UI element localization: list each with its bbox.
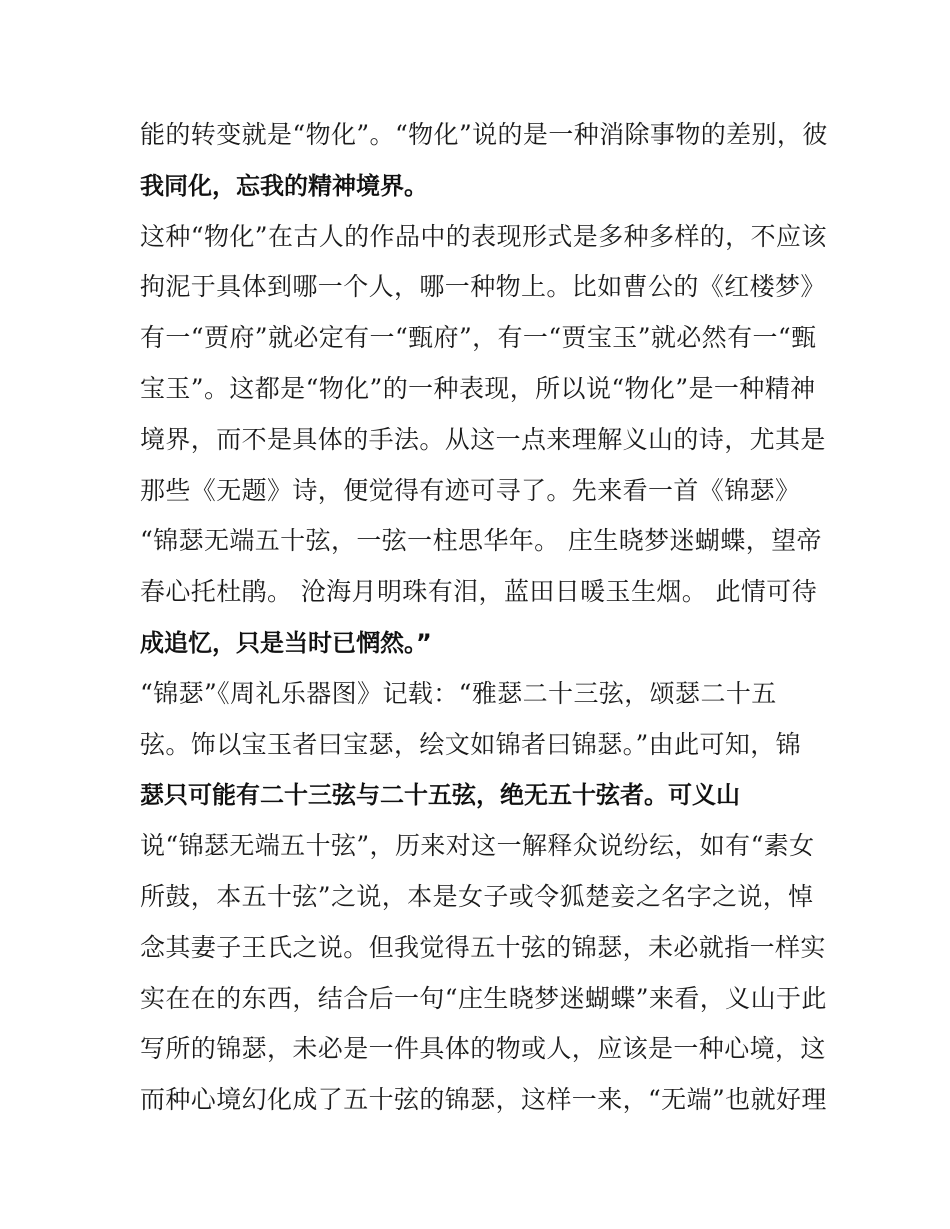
body-text <box>140 110 828 1126</box>
text-line: 实在在的东西，结合后一句“庄生晓梦迷蝴蝶”来看，义山于此 <box>140 983 827 1013</box>
text-line: 弦。饰以宝玉者曰宝瑟，绘文如锦者曰锦瑟。”由此可知，锦 <box>140 729 802 759</box>
text-line: 那些《无题》诗，便觉得有迹可寻了。先来看一首《锦瑟》 <box>140 475 801 505</box>
text-line: 这种“物化”在古人的作品中的表现形式是多种多样的，不应该 <box>140 221 827 251</box>
text-line: “锦瑟”《周礼乐器图》记载：“雅瑟二十三弦，颂瑟二十五 <box>140 678 777 708</box>
text-line: 宝玉”。这都是“物化”的一种表现，所以说“物化”是一种精神 <box>140 373 816 403</box>
text-line: 拘泥于具体到哪一个人，哪一种物上。比如曹公的《红楼梦》 <box>140 272 826 302</box>
text-line: 而种心境幻化成了五十弦的锦瑟，这样一来，“无端”也就好理 <box>140 1085 827 1115</box>
text-line: 写所的锦瑟，未必是一件具体的物或人，应该是一种心境，这 <box>140 1034 826 1064</box>
text-line: 说“锦瑟无端五十弦”，历来对这一解释众说纷纭，如有“素女 <box>140 831 815 861</box>
text-line-bold: 我同化，忘我的精神境界。 <box>140 171 428 200</box>
text-line: 能的转变就是“物化”。“物化”说的是一种消除事物的差别，彼 <box>140 120 828 149</box>
text-line: 念其妻子王氏之说。但我觉得五十弦的锦瑟，未必就指一样实 <box>140 932 826 962</box>
text-line: 有一“贾府”就必定有一“甄府”，有一“贾宝玉”就必然有一“甄 <box>140 323 817 353</box>
text-line: 境界，而不是具体的手法。从这一点来理解义山的诗，尤其是 <box>140 424 826 454</box>
text-line: 所鼓，本五十弦”之说，本是女子或令狐楚妾之名字之说，悼 <box>140 881 814 911</box>
text-line: 春心托杜鹃。 沧海月明珠有泪，蓝田日暖玉生烟。 此情可待 <box>140 577 818 607</box>
text-line: “锦瑟无端五十弦，一弦一柱思华年。 庄生晓梦迷蝴蝶，望帝 <box>140 526 822 556</box>
text-line-bold: 瑟只可能有二十三弦与二十五弦，绝无五十弦者。可义山 <box>140 781 740 810</box>
text-line-bold: 成追忆，只是当时已惘然。” <box>140 628 432 657</box>
